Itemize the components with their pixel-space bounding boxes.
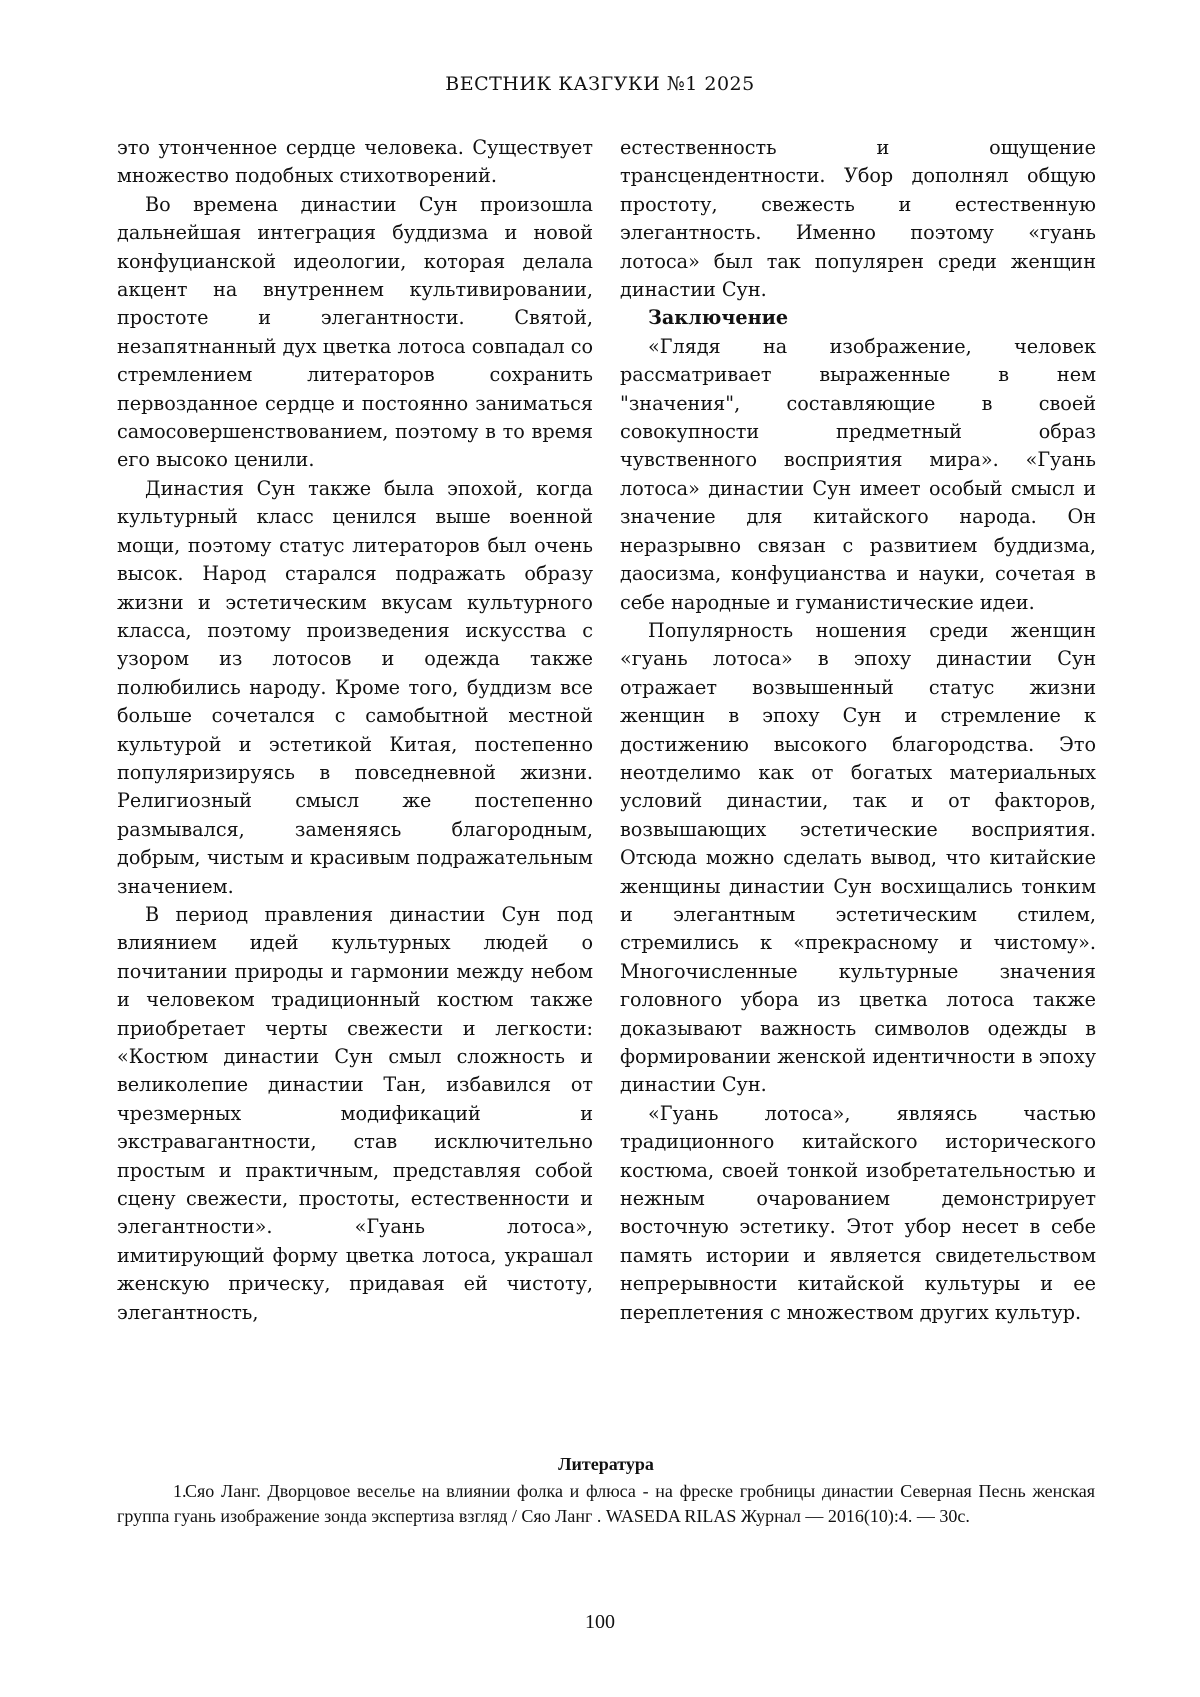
paragraph: Во времена династии Сун произошла дальнейшая интеграция буддизма и новой конфуцианской идеологии, которая делала акцент на внутреннем культивировании, простоте и элегантности. Святой, незапятнанный дух цветка лотоса совпадал со стремлением литераторов сохранить первозданное сердце и постоянно заниматься самосовершенствованием, поэтому в то время его высоко ценили. [117,192,593,472]
paragraph: «Гуань лотоса», являясь частью традиционного китайского исторического костюма, своей тонкой изобретательностью и нежным очарованием демонстрирует восточную эстетику. Этот убор несет в себе память истории и является свидетельством непрерывности китайской культуры и ее переплетения с множеством других культур. [620,1101,1096,1324]
paragraph: «Глядя на изображение, человек рассматривает выраженные в нем "значения", составляющие в своей совокупности предметный образ чувственного восприятия мира». «Гуань лотоса» династии Сун имеет особый смысл и значение для китайского народа. Он неразрывно связан с развитием буддизма, даосизма, конфуцианства и науки, сочетая в себе народные и гуманистические идеи. [620,334,1096,614]
right-column [620,134,1096,1327]
section-heading-conclusion: Заключение [648,306,789,330]
reference-text: Сяо Ланг. Дворцовое веселье на влиянии фолка и флюса - на фреске гробницы династии Северная Песнь женская группа гуань изображение зонда экспертиза взгляд / Сяо Ланг . WASEDA RILAS Журнал — 2016(10):4. — 30с. [117,1481,1095,1526]
paragraph: это утонченное сердце человека. Существует множество подобных стихотворений. [117,136,593,188]
page-number: 100 [585,1611,615,1633]
running-header: ВЕСТНИК КАЗГУКИ №1 2025 [445,73,755,95]
references-section [117,1452,1095,1529]
left-column [117,134,593,1327]
paragraph: В период правления династии Сун под влиянием идей культурных людей о почитании природы и гармонии между небом и человеком традиционный костюм также приобретает черты свежести и легкости: «Костюм династии Сун смыл сложность и великолепие династии Тан, избавился от чрезмерных модификаций и экстравагантности, став исключительно простым и практичным, представляя собой сцену свежести, простоты, естественности и элегантности». «Гуань лотоса», имитирующий форму цветка лотоса, украшал женскую прическу, придавая ей чистоту, элегантность, [117,902,593,1324]
paragraph: естественность и ощущение трансцендентности. Убор дополнял общую простоту, свежесть и естественную элегантность. Именно поэтому «гуань лотоса» был так популярен среди женщин династии Сун. [620,136,1096,302]
paragraph: Популярность ношения среди женщин «гуань лотоса» в эпоху династии Сун отражает возвышенный статус жизни женщин в эпоху Сун и стремление к достижению высокого благородства. Это неотделимо как от богатых материальных условий династии, так и от факторов, возвышающих эстетические восприятия. Отсюда можно сделать вывод, что китайские женщины династии Сун восхищались тонким и элегантным эстетическим стилем, стремились к «прекрасному и чистому». Многочисленные культурные значения головного убора из цветка лотоса также доказывают важность символов одежды в формировании женской идентичности в эпоху династии Сун. [620,618,1096,1097]
reference-item [117,1479,1095,1529]
references-heading: Литература [558,1454,654,1474]
paragraph: Династия Сун также была эпохой, когда культурный класс ценился выше военной мощи, поэтому статус литераторов был очень высок. Народ старался подражать образу жизни и эстетическим вкусам культурного класса, поэтому произведения искусства с узором из лотосов и одежда также полюбились народу. Кроме того, буддизм все больше сочетался с самобытной местной культурой и эстетикой Китая, постепенно популяризируясь в повседневной жизни. Религиозный смысл же постепенно размывался, заменяясь благородным, добрым, чистым и красивым подражательным значением. [117,476,593,898]
reference-number: 1. [173,1481,187,1501]
